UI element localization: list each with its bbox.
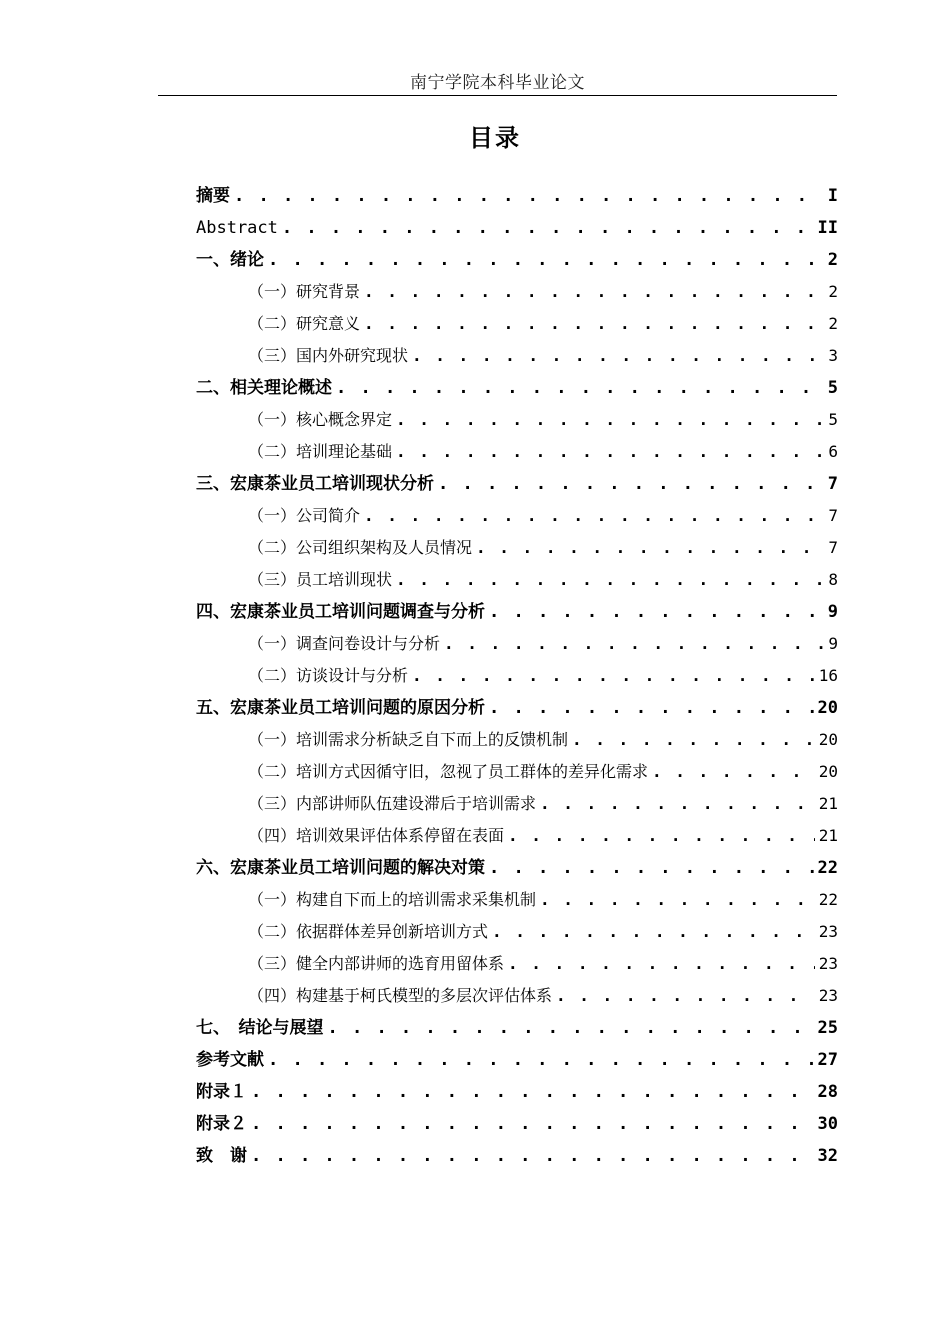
toc-entry-page-number: 2	[828, 314, 838, 333]
toc-dot-leader	[364, 276, 824, 308]
toc-entry[interactable]	[196, 596, 838, 628]
toc-dot-leader	[251, 1108, 814, 1140]
toc-dot-leader	[364, 308, 824, 340]
toc-dot-leader	[438, 468, 824, 500]
toc-entry-label: 二、相关理论概述	[196, 378, 332, 398]
toc-entry-label: （二）依据群体差异创新培训方式	[248, 922, 489, 941]
toc-entry-page-number: 20	[817, 698, 838, 718]
toc-dot-leader	[489, 692, 814, 724]
toc-dot-leader	[540, 884, 815, 916]
toc-entry-label: 三、宏康茶业员工培训现状分析	[196, 474, 434, 494]
toc-dot-leader	[251, 1076, 814, 1108]
toc-entry[interactable]	[196, 564, 838, 596]
toc-entry[interactable]	[196, 724, 838, 756]
toc-entry-label: Abstract	[196, 218, 278, 238]
toc-entry-page-number: 5	[827, 378, 838, 398]
toc-entry-label: （四）构建基于柯氏模型的多层次评估体系	[248, 986, 553, 1005]
toc-entry[interactable]	[196, 372, 838, 404]
toc-entry-label: 五、宏康茶业员工培训问题的原因分析	[196, 698, 485, 718]
toc-dot-leader	[492, 916, 815, 948]
toc-entry-page-number: 6	[828, 442, 838, 461]
toc-entry-label: （二）公司组织架构及人员情况	[248, 538, 473, 557]
toc-entry[interactable]	[196, 340, 838, 372]
toc-entry-page-number: 23	[818, 954, 838, 973]
toc-entry[interactable]	[196, 756, 838, 788]
table-of-contents	[196, 180, 838, 1172]
toc-entry-page-number: 7	[827, 474, 838, 494]
toc-dot-leader	[282, 212, 814, 244]
toc-entry-page-number: 23	[818, 986, 838, 1005]
toc-entry[interactable]	[196, 1076, 838, 1108]
toc-entry-page-number: 20	[818, 762, 838, 781]
toc-entry[interactable]	[196, 884, 838, 916]
toc-entry-page-number: 2	[828, 282, 838, 301]
toc-entry[interactable]	[196, 212, 838, 244]
toc-entry-label: （一）核心概念界定	[248, 410, 393, 429]
toc-entry-page-number: 21	[818, 794, 838, 813]
toc-entry[interactable]	[196, 1044, 838, 1076]
toc-dot-leader	[508, 820, 815, 852]
toc-entry-label: （二）培训方式因循守旧，忽视了员工群体的差异化需求	[248, 762, 649, 781]
toc-entry-label: （三）健全内部讲师的选育用留体系	[248, 954, 505, 973]
toc-entry-label: （二）访谈设计与分析	[248, 666, 409, 685]
toc-entry-label: （一）公司简介	[248, 506, 361, 525]
toc-dot-leader	[540, 788, 815, 820]
toc-entry-label: 六、宏康茶业员工培训问题的解决对策	[196, 858, 485, 878]
toc-entry-page-number: 9	[827, 602, 838, 622]
toc-entry-label: （一）构建自下而上的培训需求采集机制	[248, 890, 537, 909]
toc-entry-label: （一）培训需求分析缺乏自下而上的反馈机制	[248, 730, 569, 749]
toc-entry-label: （三）国内外研究现状	[248, 346, 409, 365]
toc-entry-label: （一）研究背景	[248, 282, 361, 301]
toc-entry[interactable]	[196, 692, 838, 724]
toc-dot-leader	[508, 948, 815, 980]
toc-entry[interactable]	[196, 820, 838, 852]
toc-dot-leader	[251, 1140, 814, 1172]
toc-entry-page-number: 8	[828, 570, 838, 589]
toc-entry-page-number: 25	[817, 1018, 838, 1038]
toc-dot-leader	[396, 404, 824, 436]
toc-entry-page-number: 32	[817, 1146, 838, 1166]
toc-dot-leader	[234, 180, 824, 212]
toc-entry-page-number: 30	[817, 1114, 838, 1134]
toc-entry-page-number: 9	[828, 634, 838, 653]
toc-entry-page-number: 21	[818, 826, 838, 845]
toc-dot-leader	[572, 724, 815, 756]
toc-entry-page-number: 7	[828, 538, 838, 557]
toc-entry[interactable]	[196, 500, 838, 532]
toc-entry[interactable]	[196, 468, 838, 500]
toc-entry-label: 附录１	[196, 1082, 247, 1102]
toc-entry-label: 致 谢	[196, 1146, 247, 1166]
toc-entry[interactable]	[196, 660, 838, 692]
toc-entry[interactable]	[196, 788, 838, 820]
toc-entry[interactable]	[196, 180, 838, 212]
toc-title: 目录	[469, 124, 521, 152]
toc-entry[interactable]	[196, 532, 838, 564]
toc-entry-page-number: I	[827, 186, 838, 206]
toc-entry[interactable]	[196, 1108, 838, 1140]
toc-entry-page-number: 27	[817, 1050, 838, 1070]
toc-entry-page-number: II	[817, 218, 838, 238]
toc-entry-label: （二）研究意义	[248, 314, 361, 333]
toc-entry[interactable]	[196, 244, 838, 276]
toc-dot-leader	[268, 1044, 814, 1076]
toc-entry[interactable]	[196, 948, 838, 980]
toc-dot-leader	[396, 436, 824, 468]
toc-entry-label: 摘要	[196, 186, 230, 206]
toc-entry[interactable]	[196, 1140, 838, 1172]
toc-entry-label: （三）员工培训现状	[248, 570, 393, 589]
running-header: 南宁学院本科毕业论文	[410, 73, 585, 93]
toc-entry[interactable]	[196, 276, 838, 308]
toc-entry-page-number: 20	[818, 730, 838, 749]
toc-dot-leader	[652, 756, 815, 788]
toc-entry-page-number: 22	[818, 890, 838, 909]
toc-entry-page-number: 28	[817, 1082, 838, 1102]
toc-dot-leader	[412, 660, 815, 692]
toc-dot-leader	[444, 628, 824, 660]
toc-entry[interactable]	[196, 980, 838, 1012]
toc-entry-label: （三）内部讲师队伍建设滞后于培训需求	[248, 794, 537, 813]
toc-entry-page-number: 16	[818, 666, 838, 685]
toc-entry[interactable]	[196, 1012, 838, 1044]
toc-entry[interactable]	[196, 852, 838, 884]
toc-dot-leader	[336, 372, 824, 404]
toc-entry-page-number: 7	[828, 506, 838, 525]
toc-entry[interactable]	[196, 436, 838, 468]
toc-dot-leader	[412, 340, 824, 372]
toc-entry-page-number: 3	[828, 346, 838, 365]
toc-entry-page-number: 2	[827, 250, 838, 270]
toc-entry-label: 参考文献	[196, 1050, 264, 1070]
toc-dot-leader	[364, 500, 824, 532]
toc-dot-leader	[489, 852, 814, 884]
toc-entry[interactable]	[196, 404, 838, 436]
toc-dot-leader	[556, 980, 815, 1012]
toc-entry-page-number: 23	[818, 922, 838, 941]
toc-entry-label: 七、 结论与展望	[196, 1018, 324, 1038]
toc-dot-leader	[476, 532, 824, 564]
toc-entry[interactable]	[196, 628, 838, 660]
toc-entry-label: （二）培训理论基础	[248, 442, 393, 461]
toc-entry[interactable]	[196, 308, 838, 340]
toc-entry-label: 一、绪论	[196, 250, 264, 270]
toc-entry[interactable]	[196, 916, 838, 948]
toc-dot-leader	[268, 244, 824, 276]
toc-dot-leader	[489, 596, 824, 628]
toc-dot-leader	[328, 1012, 814, 1044]
toc-entry-page-number: 22	[817, 858, 838, 878]
toc-entry-label: （一）调查问卷设计与分析	[248, 634, 441, 653]
toc-entry-label: 附录２	[196, 1114, 247, 1134]
toc-entry-label: （四）培训效果评估体系停留在表面	[248, 826, 505, 845]
header-rule	[158, 95, 837, 96]
toc-dot-leader	[396, 564, 824, 596]
toc-entry-label: 四、宏康茶业员工培训问题调查与分析	[196, 602, 485, 622]
toc-entry-page-number: 5	[828, 410, 838, 429]
